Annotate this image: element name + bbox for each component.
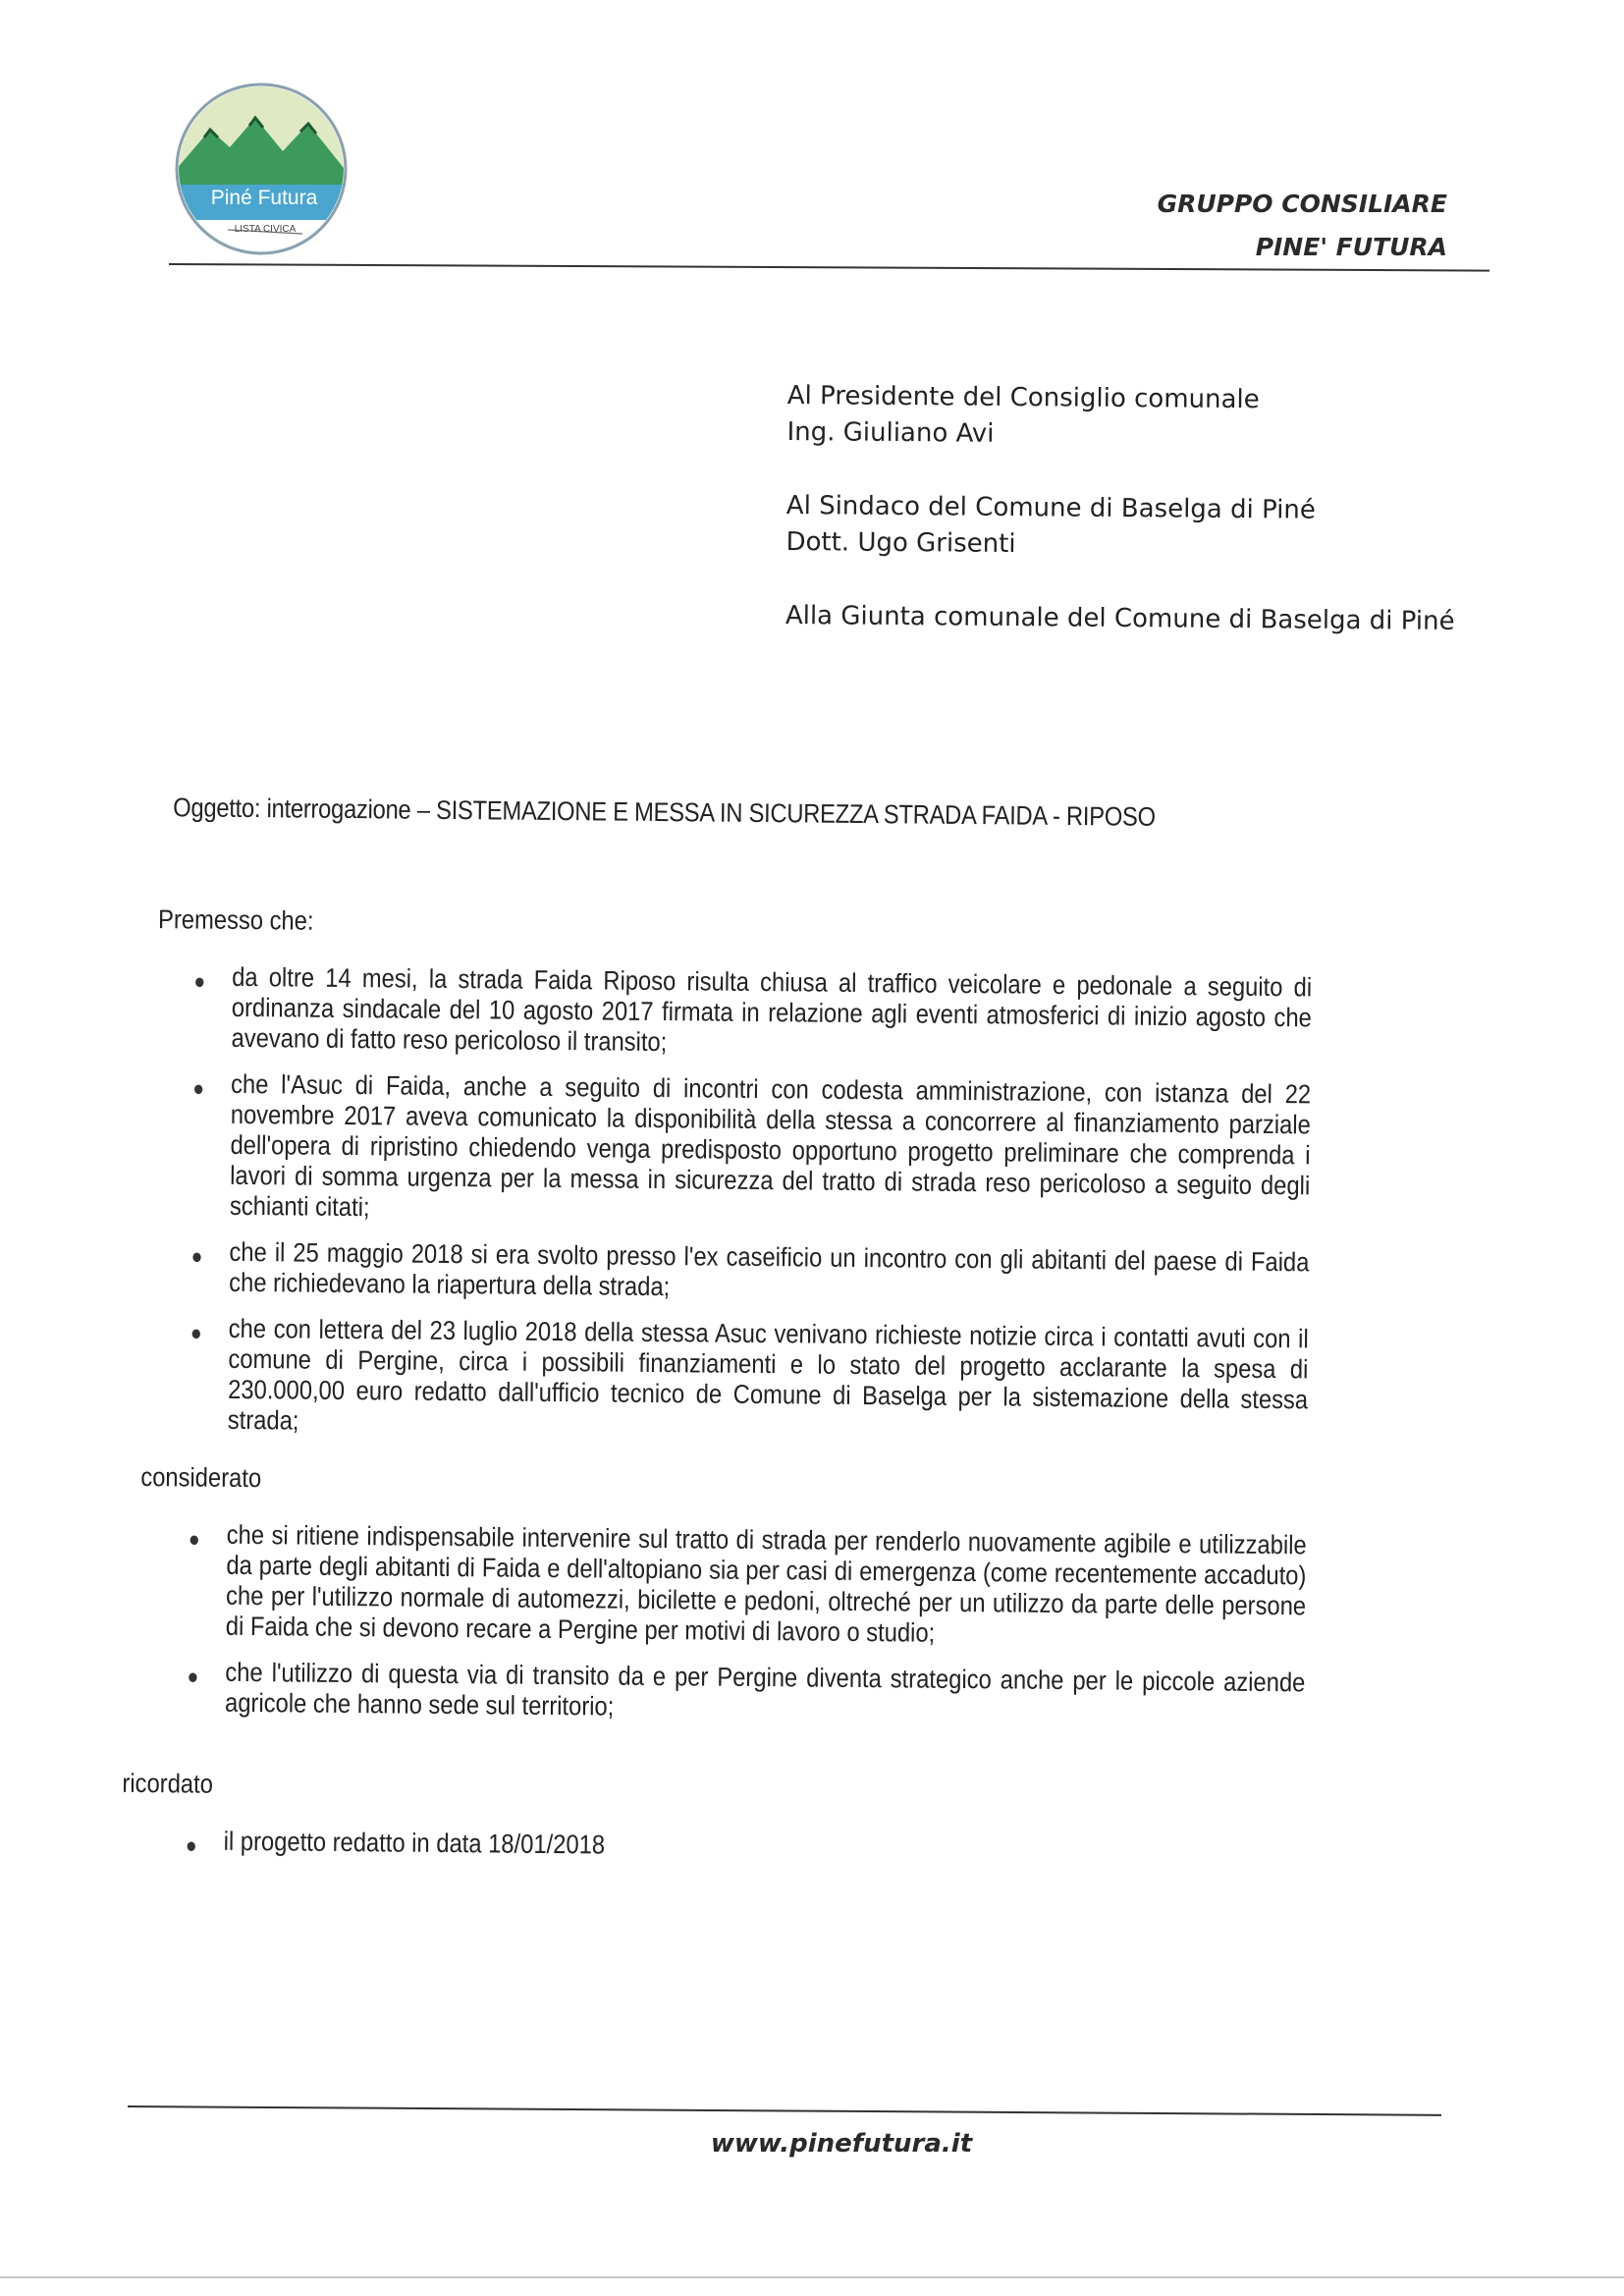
recipient-person: Dott. Ugo Grisenti xyxy=(785,526,1016,560)
recipient-role: Al Presidente del Consiglio comunale xyxy=(786,380,1260,415)
list-item-text: che con lettera del 23 luglio 2018 della stessa Asuc venivano richieste notizie circa i contatti avuti con il comune di Pergine, circa i possibili finanziamenti e lo stato del progetto acclarante la spesa di 230.000,00 euro redatto dall'ufficio tecnico de Comune di Baselga per la sistemazione della stessa strada; xyxy=(227,1313,1309,1436)
section-label-ricordato: ricordato xyxy=(122,1768,214,1799)
scan-edge-line xyxy=(0,2276,1624,2278)
recipient-person: Ing. Giuliano Avi xyxy=(786,416,995,449)
footer-divider xyxy=(128,2105,1441,2116)
pine-futura-logo xyxy=(175,82,348,255)
group-line-1: GRUPPO CONSILIARE xyxy=(1157,190,1447,218)
subject-line: Oggetto: interrogazione – SISTEMAZIONE E MESSA IN SICUREZZA STRADA FAIDA - RIPOSO xyxy=(173,793,1156,832)
bullet-icon: ● xyxy=(192,1075,205,1101)
logo-tagline: LISTA CIVICA xyxy=(234,224,297,235)
list-item-text: che si ritiene indispensabile intervenire sul tratto di strada per renderlo nuovamente agibile e utilizzabile da parte degli abitanti di Faida e dell'altopiano sia per casi di emergenza (come recentemente accaduto) che per l'utilizzo normale di automezzi, bicilette e pedoni, oltreché per un utilizzo da parte delle persone di Faida che si devono recare a Pergine per motivi di lavoro o studio; xyxy=(225,1519,1307,1648)
letter-body xyxy=(122,791,1314,1883)
list-item xyxy=(137,1826,1304,1867)
list-item-text: il progetto redatto in data 18/01/2018 xyxy=(223,1826,606,1860)
list-item-text: che l'Asuc di Faida, anche a seguito di incontri con codesta amministrazione, con istanza del 22 novembre 2017 aveva comunicato la disponibilità della stessa a concorrere al finanziamento parziale dell'opera di ripristino chiedendo venga predisposto opportuno progetto preliminare che comprenda i lavori di somma urgenza per la messa in sicurezza del tratto di strada reso pericoloso a seguito degli schianti citati; xyxy=(229,1068,1312,1223)
group-title xyxy=(1158,183,1447,269)
list-item xyxy=(139,1519,1307,1652)
bullet-icon: ● xyxy=(193,968,206,994)
list-item xyxy=(142,1236,1310,1308)
bullet-icon: ● xyxy=(190,1243,203,1269)
list-item xyxy=(141,1313,1309,1446)
recipient-role: Alla Giunta comunale del Comune di Baselga di Piné xyxy=(785,600,1455,636)
considerato-list xyxy=(138,1519,1307,1728)
footer-website: www.pinefutura.it xyxy=(710,2129,973,2159)
list-item-text: che il 25 maggio 2018 si era svolto presso l'ex caseificio un incontro con gli abitanti del paese di Faida che richiedevano la riapertura della strada; xyxy=(229,1236,1310,1302)
list-item xyxy=(144,961,1312,1064)
group-line-2: PINE' FUTURA xyxy=(1255,233,1447,261)
list-item xyxy=(143,1068,1311,1231)
recipient-mayor xyxy=(785,488,1493,567)
list-item xyxy=(138,1657,1306,1728)
list-item-text: da oltre 14 mesi, la strada Faida Riposo risulta chiusa al traffico veicolare e pedonale a seguito di ordinanza sindacale del 10 agosto 2017 firmata in relazione agli eventi atmosferici di inizio agosto che avevano di fatto reso pericoloso il transito; xyxy=(231,961,1313,1058)
premesso-list xyxy=(141,961,1313,1446)
recipient-council xyxy=(785,598,1492,640)
recipient-president xyxy=(786,378,1494,457)
logo-name: Piné Futura xyxy=(210,187,318,209)
bullet-icon: ● xyxy=(187,1664,199,1689)
section-label-premesso: Premesso che: xyxy=(157,904,314,936)
recipient-role: Al Sindaco del Comune di Baselga di Piné xyxy=(785,490,1316,525)
section-label-considerato: considerato xyxy=(140,1461,262,1494)
ricordato-list xyxy=(137,1826,1304,1867)
list-item-text: che l'utilizzo di questa via di transito da e per Pergine diventa strategico anche per le piccole aziende agricole che hanno sede sul territorio; xyxy=(224,1657,1306,1722)
recipients-block xyxy=(785,378,1494,678)
bullet-icon: ● xyxy=(185,1832,197,1858)
bullet-icon: ● xyxy=(189,1320,202,1345)
bullet-icon: ● xyxy=(188,1526,200,1552)
